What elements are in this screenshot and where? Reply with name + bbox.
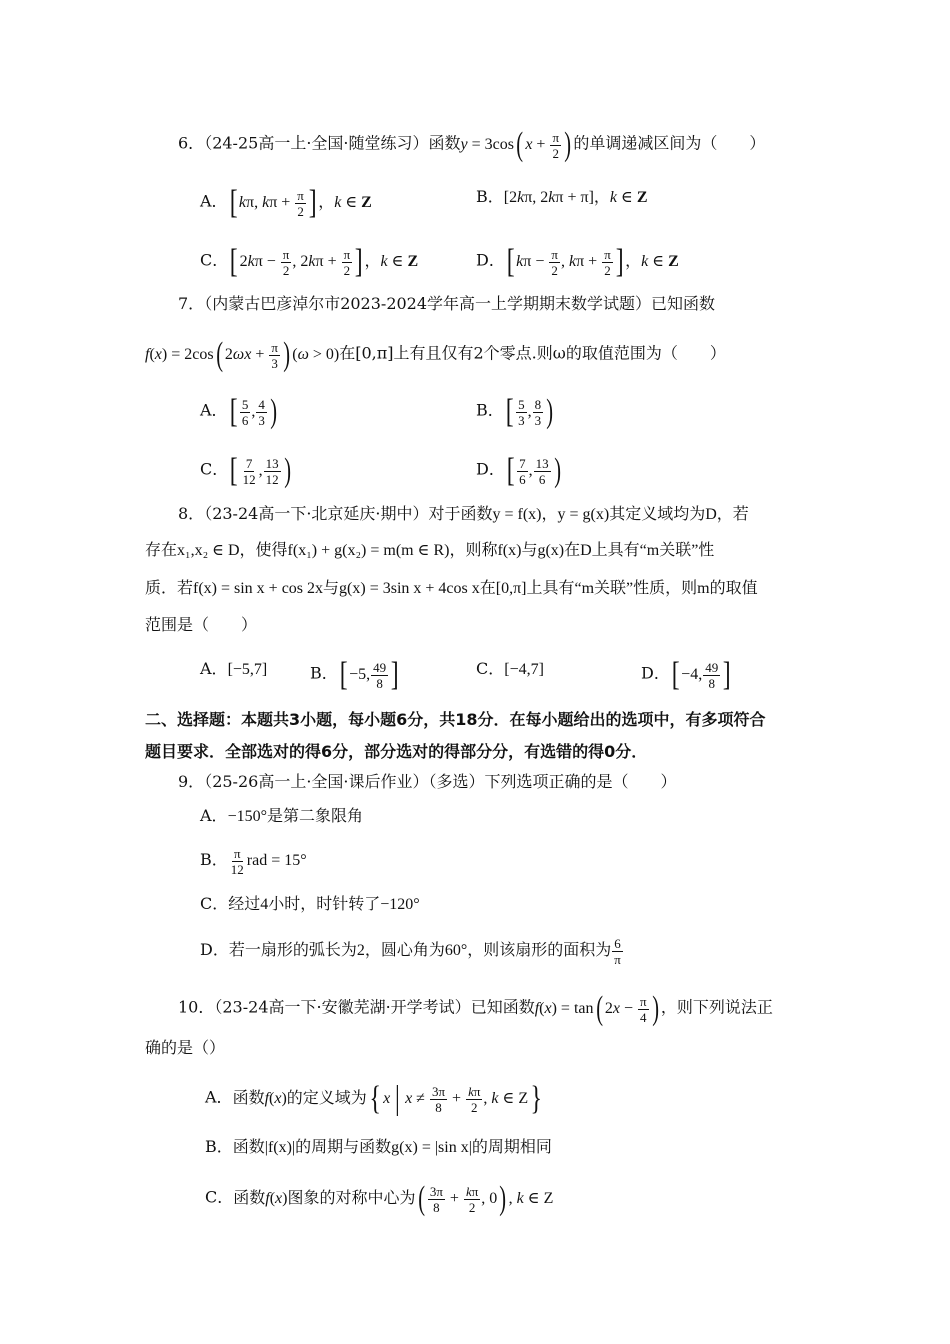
q8-option-d <box>641 658 733 692</box>
q8-option-c-label: C． <box>476 659 505 678</box>
q8-option-c-expr: [−4,7] <box>504 661 544 678</box>
q6-option-c-expr: [ 2kπ − $\frac{\pi}{2}$ , 2kπ + $\frac{\pi}{2}$ ] ，k ∈ Z <box>229 243 419 280</box>
q10-stem-line2: 确的是（） <box>145 1038 226 1057</box>
q6-option-c <box>200 245 418 279</box>
q9-number: 9． <box>178 772 205 791</box>
q7-text-before: 已知函数 <box>651 294 716 313</box>
q8-option-d-expr: [ −4, $\frac{49}{8}$ ] <box>671 656 731 693</box>
q6-option-a-expr: [ kπ, kπ + $\frac{\pi}{2}$ ] ，k ∈ Z <box>229 184 372 221</box>
q9-option-b-expr: $\frac{\pi}{12}$ rad = 15° <box>230 846 307 877</box>
q10-option-b-label: B． <box>205 1137 233 1156</box>
q6-option-b-expr: [2kπ, 2kπ + π]，k ∈ Z <box>503 189 648 206</box>
q8-line2: 存在x₁,x₂ ∈ D，使得f(x₁) + g(x₂) = m(m ∈ R)，则称f(x)与g(x)在D上具有“m关联”性 <box>145 542 715 559</box>
q9-text: （多选）下列选项正确的是（ ） <box>428 772 677 791</box>
q10-option-a-expr: 函数f(x)的定义域为{ x | x ≠ $\frac{3\pi}{8}$ + $\frac{k\pi}{2}$ , k ∈ Z} <box>232 1080 543 1117</box>
q8-stem-line1 <box>178 503 848 526</box>
q7-option-c-label: C． <box>200 459 229 479</box>
q6-number: 6． <box>178 133 205 153</box>
q8-stem-line3 <box>145 577 815 600</box>
q7-option-b-label: B． <box>476 400 504 420</box>
q7-stem-line2 <box>145 338 815 372</box>
q10-option-b-expr: 函数|f(x)|的周期与函数g(x) = |sin x|的周期相同 <box>232 1139 552 1156</box>
q9-option-b-label: B． <box>200 850 228 870</box>
section-2-heading-line1: 二、选择题：本题共3小题，每小题6分，共18分．在每小题给出的选项中，有多项符合 <box>145 710 766 729</box>
q9-option-c-label: C． <box>200 894 229 913</box>
q8-option-c <box>476 658 544 681</box>
q10-option-c <box>205 1182 553 1216</box>
q6-option-c-label: C． <box>200 250 229 270</box>
q10-option-c-expr: 函数f(x)图象的对称中心为( $\frac{3\pi}{8}$ + $\frac{k\pi}{2}$ , 0) , k ∈ Z <box>233 1180 554 1217</box>
q9-source: （25-26高一上·全国·课后作业） <box>204 772 429 791</box>
q9-option-a-expr: −150°是第二象限角 <box>227 808 363 825</box>
q8-line4: 范围是（ ） <box>145 615 258 634</box>
q7-option-c <box>200 454 293 488</box>
q9-option-d-expr: 若一扇形的弧长为2，圆心角为60°，则该扇形的面积为 $\frac{6}{\pi}$ <box>228 936 621 967</box>
q6-option-d <box>476 245 679 279</box>
q10-text-before: 已知函数 <box>470 997 535 1017</box>
q6-option-b <box>476 186 648 209</box>
q9-option-b <box>200 846 307 877</box>
q6-source: （24-25高一上·全国·随堂练习） <box>204 133 429 153</box>
q10-option-a <box>205 1082 544 1116</box>
q6-text-after: 的单调递减区间为（ ） <box>573 133 766 153</box>
q9-option-d-label: D． <box>200 940 229 960</box>
q10-option-b <box>205 1136 552 1159</box>
q7-source: （内蒙古巴彦淖尔市2023-2024学年高一上学期期末数学试题） <box>204 294 652 313</box>
q6-option-d-label: D． <box>476 250 505 270</box>
q7-option-b-expr: [ $\frac{5}{3}$ , $\frac{8}{3}$ ) <box>505 393 554 430</box>
q8-option-a-label: A． <box>200 659 228 678</box>
q7-stem-line1 <box>178 293 848 315</box>
q10-function: f(x) = tan( 2x − $\frac{\pi}{4}$ ) <box>534 990 659 1027</box>
q7-option-d-label: D． <box>476 459 505 479</box>
q10-option-c-label: C． <box>205 1187 234 1207</box>
q8-line3: 质．若f(x) = sin x + cos 2x与g(x) = 3sin x + 4cos x在[0,π]上具有“m关联”性质，则m的取值 <box>145 580 758 597</box>
q8-option-b-expr: [ −5, $\frac{49}{8}$ ] <box>339 656 399 693</box>
q10-stem-line1 <box>178 992 848 1026</box>
q9-option-c <box>200 893 420 916</box>
q10-number: 10． <box>178 997 215 1017</box>
q9-option-d <box>200 936 624 967</box>
q10-source: （23-24高一下·安徽芜湖·开学考试） <box>214 997 471 1017</box>
q9-option-a <box>200 805 363 828</box>
q6-option-b-label: B． <box>476 187 504 206</box>
q7-option-a <box>200 395 279 429</box>
q6-option-d-expr: [ kπ − $\frac{\pi}{2}$ , kπ + $\frac{\pi}{2}$ ] ，k ∈ Z <box>506 243 679 280</box>
q8-option-d-label: D． <box>641 663 670 683</box>
q9-option-a-label: A． <box>200 806 228 825</box>
q8-option-b-label: B． <box>310 663 338 683</box>
q8-option-a-expr: [−5,7] <box>227 661 268 678</box>
q6-text-before: 函数 <box>428 133 461 153</box>
q9-stem <box>178 771 848 793</box>
q8-stem-line4 <box>145 614 815 636</box>
q7-option-b <box>476 395 555 429</box>
q8-source: （23-24高一下·北京延庆·期中） <box>204 504 429 523</box>
q7-text-mid: 在[0,π]上有且仅有2个零点.则ω的取值范围为（ ） <box>339 343 726 363</box>
q6-function: y = 3cos( x + $\frac{\pi}{2}$ ) <box>460 126 572 163</box>
q9-option-c-expr: 经过4小时，时针转了−120° <box>228 896 420 913</box>
section-2-heading-line2: 题目要求．全部选对的得6分，部分选对的得部分分，有选错的得0分． <box>145 742 648 761</box>
q8-option-a <box>200 658 267 681</box>
q7-function: f(x) = 2cos( 2ωx + $\frac{\pi}{3}$ ) (ω > 0) <box>145 336 340 373</box>
q7-option-d-expr: [ $\frac{7}{6}$ , $\frac{13}{6}$ ) <box>506 452 561 489</box>
q7-option-a-expr: [ $\frac{5}{6}$ , $\frac{4}{3}$ ) <box>229 393 277 430</box>
q8-option-b <box>310 658 400 692</box>
q8-number: 8． <box>178 504 205 523</box>
q8-stem-line2 <box>145 539 815 562</box>
q6-stem <box>178 128 848 162</box>
q6-option-a <box>200 186 372 220</box>
q6-option-a-label: A． <box>200 191 228 211</box>
q7-option-c-expr: [ $\frac{7}{12}$ , $\frac{13}{12}$ ) <box>229 452 291 489</box>
q10-option-a-label: A． <box>205 1087 233 1107</box>
q7-option-a-label: A． <box>200 400 228 420</box>
q10-text-after: ，则下列说法正 <box>660 997 773 1017</box>
q7-option-d <box>476 454 563 488</box>
q8-line1: 对于函数y = f(x)，y = g(x)其定义域均为D，若 <box>428 506 749 523</box>
q7-number: 7． <box>178 294 205 313</box>
